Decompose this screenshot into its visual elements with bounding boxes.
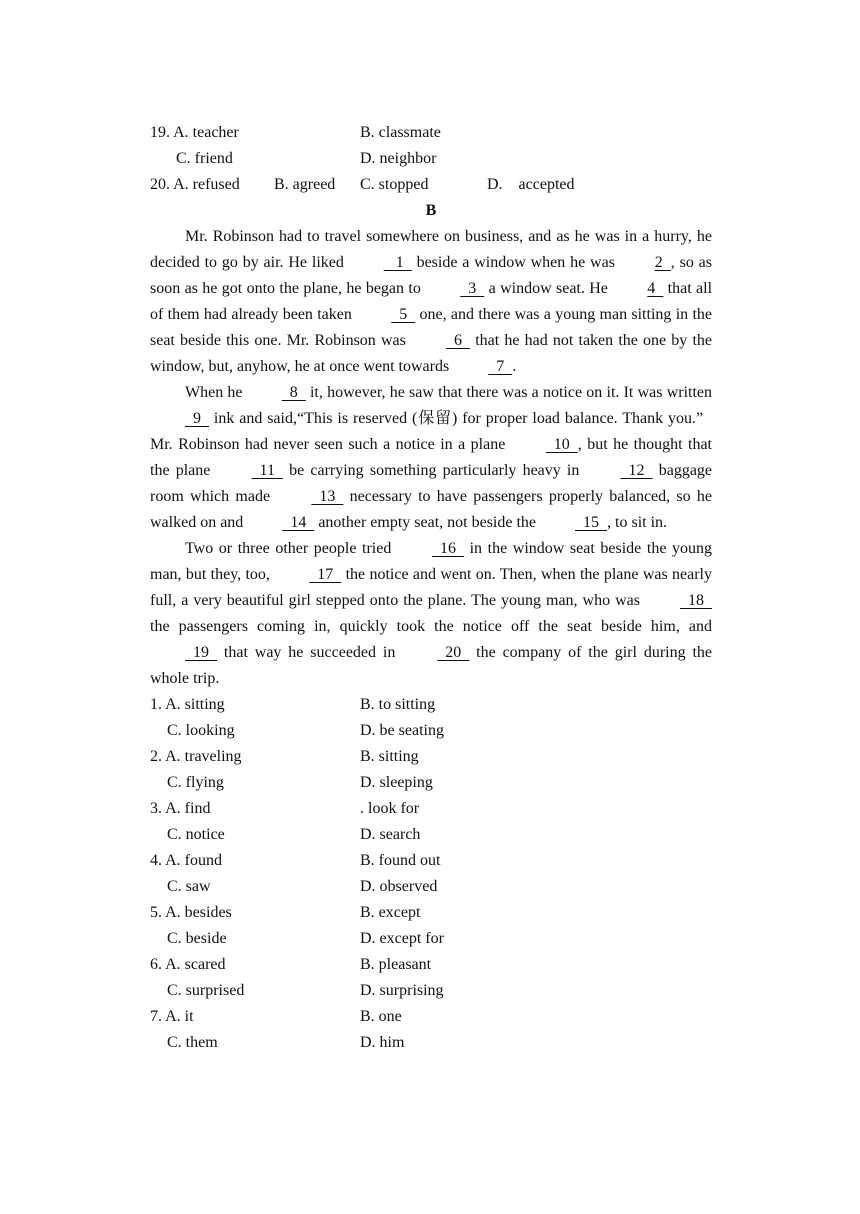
option-2a: 2. A. traveling [150, 748, 242, 765]
option-row [150, 796, 712, 822]
text: , so as soon as he got onto the plane, he began to [150, 254, 713, 297]
option-19d: D. neighbor [360, 150, 437, 167]
option-row [150, 926, 712, 952]
text: the company of the girl during the whole trip. [150, 644, 713, 687]
blank-6: 6 [446, 332, 471, 349]
text: it, however, he saw that there was a notice on it. It was written [309, 384, 713, 401]
text: . [512, 358, 517, 375]
blank-14: 14 [282, 514, 315, 531]
text: that he had not taken the one by the window, but, anyhow, he at once went towards [150, 332, 713, 375]
option-3c: C. notice [167, 826, 225, 843]
option-1b: B. to sitting [360, 696, 436, 713]
question-19-row-1 [150, 120, 712, 146]
text: that all of them had already been taken [150, 280, 713, 323]
option-20d: D. accepted [487, 176, 575, 193]
text: , but he thought that the plane [150, 436, 712, 479]
question-19-row-2 [150, 146, 712, 172]
option-3a: 3. A. find [150, 800, 211, 817]
text: another empty seat, not beside the [318, 514, 537, 531]
question-20-row [150, 172, 712, 198]
option-6b: B. pleasant [360, 956, 432, 973]
exam-page [150, 120, 712, 1056]
blank-5: 5 [391, 306, 416, 323]
option-6c: C. surprised [167, 982, 245, 999]
blank-13: 13 [311, 488, 344, 505]
option-row [150, 744, 712, 770]
option-row [150, 822, 712, 848]
blank-16: 16 [431, 540, 464, 557]
option-6a: 6. A. scared [150, 956, 226, 973]
option-7a: 7. A. it [150, 1008, 194, 1025]
options-list [150, 692, 712, 1056]
blank-11: 11 [251, 462, 283, 479]
option-5a: 5. A. besides [150, 904, 232, 921]
option-1a: 1. A. sitting [150, 696, 225, 713]
option-4b: B. found out [360, 852, 441, 869]
text: one, and there was a young man sitting in the seat beside this one. Mr. Robinson was [150, 306, 712, 349]
section-title: B [425, 202, 437, 219]
text: baggage room which made [150, 462, 713, 505]
blank-19: 19 [185, 644, 217, 661]
blank-20: 20 [437, 644, 470, 661]
text: be carrying something particularly heavy in [289, 462, 580, 479]
text: beside a window when he was [416, 254, 615, 271]
blank-4: 4 [647, 280, 664, 297]
text: that way he succeeded in [223, 644, 396, 661]
text: Two or three other people tried [185, 540, 392, 557]
passage-paragraph-1 [150, 224, 712, 380]
option-19a: 19. A. teacher [150, 124, 239, 141]
blank-15: 15 [575, 514, 608, 531]
passage-paragraph-2 [150, 380, 712, 536]
option-row [150, 978, 712, 1004]
option-19b: B. classmate [360, 124, 441, 141]
option-20a: 20. A. refused [150, 176, 240, 193]
blank-2: 2 [654, 254, 671, 271]
blank-12: 12 [620, 462, 653, 479]
option-row [150, 952, 712, 978]
option-2d: D. sleeping [360, 774, 433, 791]
option-row [150, 900, 712, 926]
option-row [150, 1004, 712, 1030]
option-row [150, 874, 712, 900]
option-2b: B. sitting [360, 748, 419, 765]
text: When he [185, 384, 243, 401]
text: a window seat. He [488, 280, 608, 297]
option-4a: 4. A. found [150, 852, 222, 869]
option-3d: D. search [360, 826, 421, 843]
option-7d: D. him [360, 1034, 405, 1051]
option-5b: B. except [360, 904, 421, 921]
blank-10: 10 [545, 436, 578, 453]
option-5d: D. except for [360, 930, 444, 947]
option-row [150, 692, 712, 718]
option-19c: C. friend [176, 150, 233, 167]
option-20c: C. stopped [360, 176, 429, 193]
text: in the window seat beside the young man, but they, too, [150, 540, 713, 583]
option-row [150, 770, 712, 796]
option-2c: C. flying [167, 774, 224, 791]
passage-paragraph-3 [150, 536, 712, 692]
text: ink and said,“This is reserved (保留) for proper load balance. Thank you.” Mr. Robinson had never seen such a notice in a plane [150, 410, 713, 453]
blank-7: 7 [488, 358, 513, 375]
option-row [150, 718, 712, 744]
blank-1: 1 [383, 254, 412, 271]
blank-8: 8 [281, 384, 306, 401]
text: necessary to have passengers properly balanced, so he walked on and [150, 488, 713, 531]
option-4d: D. observed [360, 878, 438, 895]
option-20b: B. agreed [274, 176, 336, 193]
option-6d: D. surprising [360, 982, 444, 999]
blank-3: 3 [460, 280, 485, 297]
text: the passengers coming in, quickly took the notice off the seat beside him, and [150, 618, 712, 635]
option-row [150, 1030, 712, 1056]
text: the notice and went on. Then, when the plane was nearly full, a very beautiful girl stepped onto the plane. The young man, who was [150, 566, 713, 609]
blank-9: 9 [185, 410, 209, 427]
text: Mr. Robinson had to travel somewhere on business, and as he was in a hurry, he decided to go by air. He liked [150, 228, 712, 271]
option-1c: C. looking [167, 722, 235, 739]
blank-18: 18 [680, 592, 713, 609]
text: , to sit in. [607, 514, 668, 531]
option-7b: B. one [360, 1008, 402, 1025]
option-1d: D. be seating [360, 722, 444, 739]
option-7c: C. them [167, 1034, 218, 1051]
option-row [150, 848, 712, 874]
option-5c: C. beside [167, 930, 227, 947]
option-4c: C. saw [167, 878, 211, 895]
blank-17: 17 [309, 566, 342, 583]
option-3b: . look for [360, 800, 420, 817]
